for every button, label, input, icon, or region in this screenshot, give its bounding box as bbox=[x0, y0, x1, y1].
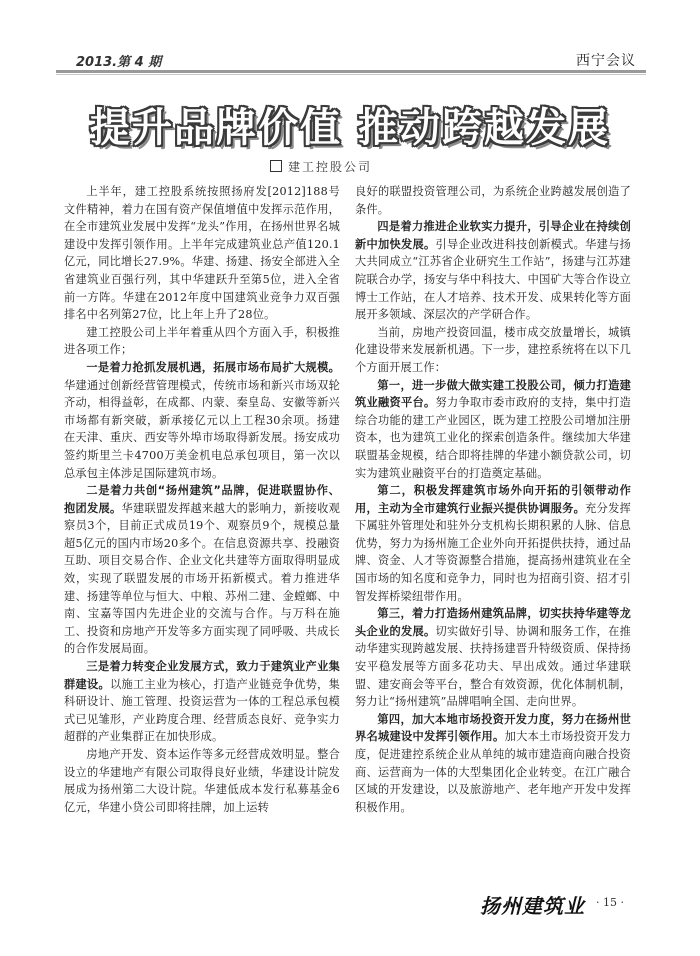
paragraph-lead: 第四，加大本地市场投资开发力度，努力在扬州世界名城建设中发挥引领作用。 bbox=[355, 712, 631, 744]
paragraph-text: 建工控股公司上半年着重从四个方面入手，积极推进各项工作； bbox=[64, 325, 340, 357]
paragraph-lead: 第二，积极发挥建筑市场外向开拓的引领带动作用，主动为全市建筑行业振兴提供协调服务。 bbox=[355, 484, 631, 515]
issue-label: 2013.第 4 期 bbox=[76, 55, 162, 70]
body-paragraph bbox=[355, 711, 631, 817]
left-column bbox=[64, 183, 340, 816]
paragraph-text: 上半年，建工控股系统按照扬府发[2012]188号文件精神，着力在国有资产保值增值中发挥示范作用，在全市建筑业发展中发挥“龙头”作用，在扬州世界名城建设中发挥引领作用。上半年完成建筑业总产值120.1亿元，同比增长27.9%。华建、扬建、扬安全部进入全省建筑业百强行列，其中华建跃升至第5位，进入全省前一方阵。华建在2012年度中国建筑业竞争力双百强排名中名列第27位，比上年上升了28位。 bbox=[64, 185, 340, 322]
paragraph-lead: 第三，着力打造扬州建筑品牌，切实扶持华建等龙头企业的发展。 bbox=[355, 607, 631, 638]
paragraph-text: 加大本土市场投资开发力度，促进建控系统企业从单纯的城市建造商向融合投资商、运营商为一体的大型集团化企业转变。在江广融合区域的开发建设，以及旅游地产、老年地产开发中发挥积极作用。 bbox=[355, 730, 631, 814]
body-paragraph bbox=[64, 746, 340, 816]
magazine-logo: 扬州建筑业 bbox=[480, 894, 585, 918]
checkbox-square-icon bbox=[270, 160, 282, 172]
paragraph-text: 以施工主业为核心，打造产业链竞争优势，集科研设计、施工管理、投资运营为一体的工程总承包模式已见雏形，产业跨度合理、经营质态良好、竞争实力超群的产业集群正在加快形成。 bbox=[64, 677, 340, 744]
body-paragraph bbox=[355, 605, 631, 711]
paragraph-lead: 四是着力推进企业软实力提升，引导企业在持续创新中加快发展。 bbox=[355, 220, 631, 251]
body-paragraph bbox=[355, 377, 631, 483]
article-title: 提升品牌价值 推动跨越发展 bbox=[90, 105, 610, 151]
page-footer bbox=[480, 888, 630, 918]
page-number: · 15 · bbox=[596, 896, 624, 909]
body-paragraph bbox=[64, 359, 340, 482]
paragraph-text: 房地产开发、资本运作等多元经营成效明显。整合设立的华建地产有限公司取得良好业绩，华建设计院发展成为扬州第二大设计院。华建低成本发行私募基金6亿元，华建小贷公司即将挂牌，加上运转 bbox=[64, 748, 340, 814]
paragraph-text: 良好的联盟投资管理公司，为系统企业跨越发展创造了条件。 bbox=[355, 185, 631, 216]
paragraph-text: 当前，房地产投资回温，楼市成交放量增长，城镇化建设带来发展新机遇。下一步，建控系统将在以下几个方面开展工作： bbox=[355, 325, 631, 374]
paragraph-text: 华建通过创新经营管理模式，传统市场和新兴市场双轮齐动，相得益彰，在成都、内蒙、秦皇岛、安徽等新兴市场都有新突破，新承接亿元以上工程30余项。扬建在天津、重庆、西安等外埠市场取得新发展。扬安成功签约斯里兰卡4700万美金机电总承包项目，第一次以总承包主体涉足国际建筑市场。 bbox=[64, 378, 340, 480]
right-column bbox=[355, 183, 631, 816]
body-paragraph bbox=[355, 324, 631, 377]
byline bbox=[270, 158, 372, 175]
paragraph-text: 华建联盟发挥越来越大的影响力，新接收观察员3个，目前正式成员19个、观察员9个，规模总量超5亿元的国内市场20多个。在信息资源共享、投融资互助、项目交易合作、企业文化共建等方面取得明显成效，实现了联盟发展的市场开拓新模式。着力推进华建、扬建等单位与恒大、中粮、苏州二建、金螳螂、中南、宝嘉等国内先进企业的交流与合作。与万科在施工、投资和房地产开发等多方面实现了同呼吸、共成长的合作发展局面。 bbox=[64, 501, 340, 656]
paragraph-text: 努力争取市委市政府的支持，集中打造综合功能的建工产业园区，既为建工控股公司增加注册资本，也为建筑工业化的探索创造条件。继续加大华建联盟基金规模，结合即将挂牌的华建小额贷款公司，切实为建筑业融资平台的打造奠定基础。 bbox=[355, 396, 631, 480]
paragraph-text: 引导企业改进科技创新模式。华建与扬大共同成立“江苏省企业研究生工作站”，扬建与江苏建院联合办学，扬安与华中科技大、中国矿大等合作设立博士工作站，在人才培养、技术开发、成果转化等方面展开多领域、深层次的产学研合作。 bbox=[355, 237, 631, 322]
paragraph-text: 切实做好引导、协调和服务工作，在推动华建实现跨越发展、扶持扬建晋升特级资质、保持扬安平稳发展等方面多花功夫、早出成效。通过华建联盟、建安商会等平台，整合有效资源，优化体制机制，努力让“扬州建筑”品牌唱响全国、走向世界。 bbox=[355, 624, 631, 709]
paragraph-lead: 一是着力抢抓发展机遇，拓展市场布局扩大规模。 bbox=[86, 360, 340, 374]
paragraph-text: 充分发挥下属驻外管理处和驻外分支机构长期积累的人脉、信息优势，努力为扬州施工企业外向开拓提供扶持，通过品牌、资金、人才等资源整合措施，提高扬州建筑业在全国市场的知名度和竞争力，同时也为招商引资、招才引智发挥桥梁纽带作用。 bbox=[355, 501, 631, 603]
header-rule bbox=[56, 70, 646, 73]
body-paragraph bbox=[64, 658, 340, 746]
body-paragraph bbox=[355, 183, 631, 218]
body-paragraph bbox=[64, 183, 340, 324]
paragraph-lead: 二是着力共创“扬州建筑”品牌，促进联盟协作、抱团发展。 bbox=[64, 484, 340, 515]
header-rule-thin bbox=[56, 74, 646, 75]
column-label: 西宁会议 bbox=[576, 53, 636, 69]
paragraph-lead: 三是着力转变企业发展方式，致力于建筑业产业集群建设。 bbox=[64, 660, 340, 691]
body-paragraph bbox=[355, 218, 631, 324]
body-paragraph bbox=[355, 482, 631, 605]
byline-author: 建工控股公司 bbox=[288, 160, 373, 174]
body-paragraph bbox=[64, 482, 340, 658]
page-header bbox=[56, 50, 646, 70]
paragraph-lead: 第一，进一步做大做实建工投股公司，倾力打造建筑业融资平台。 bbox=[355, 378, 631, 410]
body-paragraph bbox=[64, 324, 340, 359]
